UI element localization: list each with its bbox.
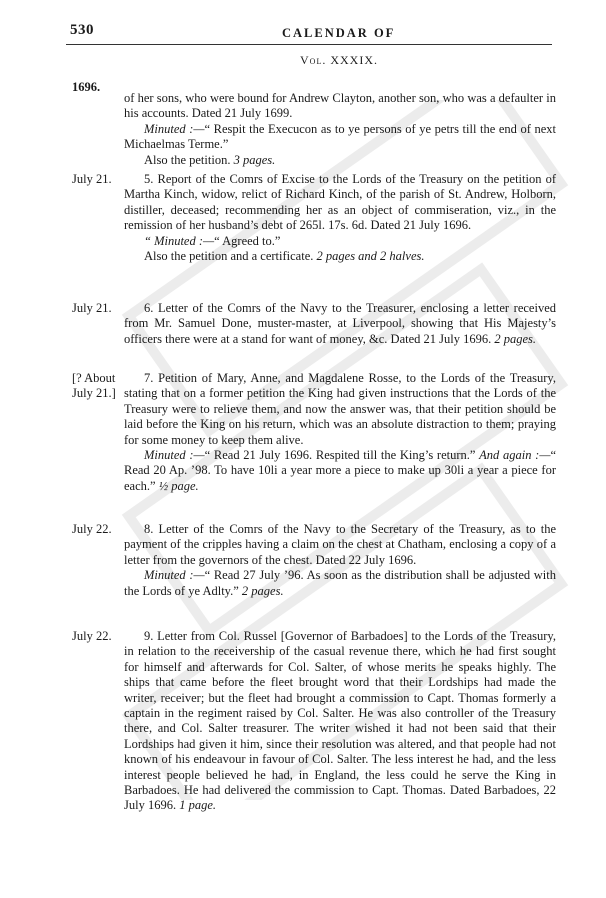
page-count: ½ page. xyxy=(158,478,199,493)
minute-label: Minuted :— xyxy=(144,121,205,136)
entry-text: 6. Letter of the Comrs of the Navy to the Treasurer, enclosing a letter received from Mr. Samuel Done, muster-master, at Liverpool, showing that His Majesty’s officers there were at a stand for want of money, &c. Dated 21 July 1696. xyxy=(124,301,556,346)
entry-text: 8. Letter of the Comrs of the Navy to the Secretary of the Treasury, as to the payment of the cripples having a claim on the chest at Chatham, enclosing a copy of a letter from the governors of the chest. Dated 22 July 1696. xyxy=(124,522,556,567)
entry-7 xyxy=(124,371,556,494)
minute-text: “ Read 27 July ’96. As soon as the distribution shall be adjusted with the Lords of ye Adlty.” xyxy=(124,568,556,598)
running-title: CALENDAR OF xyxy=(282,26,396,40)
also-text: Also the petition. xyxy=(144,152,231,167)
page-number: 530 xyxy=(70,22,94,38)
entry-date xyxy=(72,371,116,401)
minute-text: “ Respit the Execucon as to ye persons of ye petrs till the end of next Michaelmas Terme.” xyxy=(124,121,556,152)
volume-heading: Vol. XXXIX. xyxy=(300,53,378,67)
entry-date: July 22. xyxy=(72,629,112,643)
entry-date: July 21. xyxy=(72,301,112,315)
entry-date: July 21. xyxy=(72,172,112,186)
again-text: “ Read 20 Ap. ’98. To have 10li a year more a piece to make up 30li a year a piece for each.” xyxy=(124,448,556,493)
entry-date-line1: [? About xyxy=(72,371,116,385)
entry-date: 1696. xyxy=(72,80,101,94)
minute-label: “ Minuted :— xyxy=(144,233,215,248)
entry-8 xyxy=(124,522,556,599)
entry-text: of her sons, who were bound for Andrew Clayton, another son, who was a defaulter in his accounts. Dated 21 July 1699. xyxy=(124,91,556,121)
entry-5 xyxy=(124,172,556,264)
page-count: 2 pages and 2 halves. xyxy=(316,249,425,264)
entry-6 xyxy=(124,301,556,347)
page-count: 2 pages. xyxy=(241,583,284,598)
entry-9 xyxy=(124,629,556,814)
also-text: Also the petition and a certificate. xyxy=(144,249,314,264)
entry-text: 9. Letter from Col. Russel [Governor of Barbadoes] to the Lords of the Treasury, in relation to the receivership of the casual revenue there, which he had first sought for himself and afterwards for Col. Salter, of whose merits he speaks highly. The ships that came before the fleet brought word that their Lordships had made the writer, receiver; but the fleet had brought a commission to Capt. Thomas formerly a captain in the regiment raised by Col. Salter. He was also controller of the Treasury there, and Col. Salter treasurer. The writer wished it had not been said that their Lordships had given it him, since their resolution was altered, and that people had not known of his endeavour in favour of Col. Salter. The less interest he had, and the less interest people believed he had, in England, the less could he serve the King in Barbadoes. He had delivered the commission to Capt. Thomas. Dated Barbadoes, 22 July 1696. xyxy=(124,629,556,813)
entry-date: July 22. xyxy=(72,522,112,536)
minute-label: Minuted :— xyxy=(144,448,205,463)
minute-label: Minuted :— xyxy=(144,568,205,583)
again-label: And again :— xyxy=(479,448,551,463)
minute-text: “ Read 21 July 1696. Respited till the King’s return.” xyxy=(204,448,476,463)
entry-text: 7. Petition of Mary, Anne, and Magdalene Rosse, to the Lords of the Treasury, stating that on a former petition the King had given instructions that the Lords of the Treasury were to relieve them, and now the answer was, that their petition should be laid before the King on his return, which was an absolute distraction to them; praying for some money to keep them alive. xyxy=(124,371,556,447)
page-count: 1 page. xyxy=(179,798,217,813)
minute-text: “ Agreed to.” xyxy=(214,233,281,248)
entry-date-line2: July 21.] xyxy=(72,386,116,400)
page-count: 2 pages. xyxy=(494,331,537,346)
page-count: 3 pages. xyxy=(233,152,276,167)
header-rule xyxy=(66,44,552,45)
entry-continuation xyxy=(124,91,556,168)
entry-text: 5. Report of the Comrs of Excise to the Lords of the Treasury on the petition of Martha Kinch, widow, relict of Richard Kinch, of the parish of St. Andrew, Holborn, distiller, deceased; recommending her as an object of commiseration, viz., in the remission of her husband’s debt of 265l. 17s. 6d. Dated 21 July 1696. xyxy=(124,172,556,233)
